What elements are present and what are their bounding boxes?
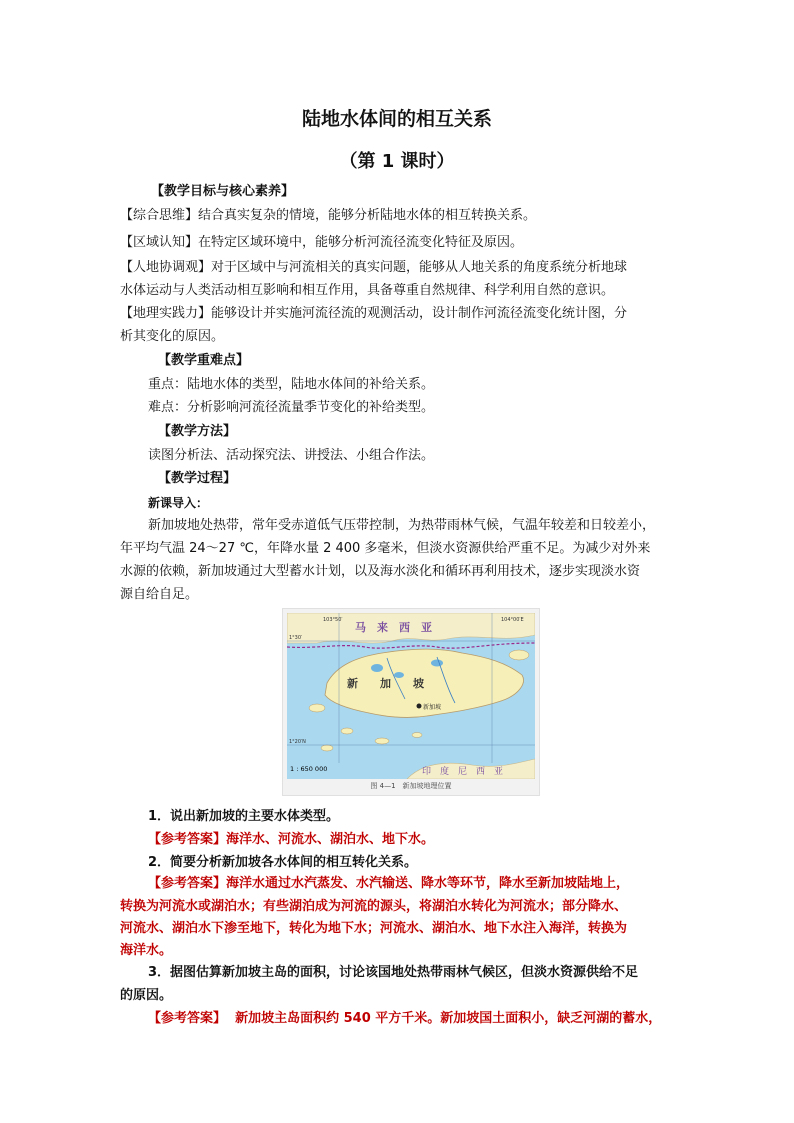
lat-label: 1°20′N	[289, 739, 306, 745]
answer-highlight: 新加坡主岛面积约 540 平方千米。	[235, 1011, 441, 1026]
label-city: 新加坡	[423, 704, 442, 711]
page-title: 陆地水体间的相互关系	[301, 108, 492, 130]
goal-item	[120, 257, 627, 279]
answer-2-line: 转换为河流水或湖泊水；有些湖泊成为河流的源头，将湖泊水转化为河流水；部分降水、	[120, 899, 628, 914]
answer-label: 【参考答案】	[148, 876, 227, 891]
goal-item	[120, 303, 627, 325]
goal-tag: 【地理实践力】	[120, 306, 212, 321]
goal-text: 在特定区域环境中，能够分析河流径流变化特征及原因。	[198, 235, 524, 250]
methods-text: 读图分析法、活动探究法、讲授法、小组合作法。	[148, 448, 435, 463]
page-subtitle: （第 1 课时）	[339, 151, 455, 172]
island	[375, 738, 389, 744]
question-1: 1．说出新加坡的主要水体类型。	[148, 809, 340, 824]
label-singapore: 新 加 坡	[347, 677, 424, 690]
map-caption: 图 4—1 新加坡地理位置	[370, 782, 452, 790]
map-scale: 1 : 650 000	[290, 765, 328, 773]
singapore-map-figure	[282, 608, 540, 796]
goal-continuation: 水体运动与人类活动相互影响和相互作用，具备尊重自然规律、科学利用自然的意识。	[120, 283, 615, 298]
focus-text: 重点：陆地水体的类型，陆地水体间的补给关系。	[148, 377, 435, 392]
goal-item	[120, 205, 536, 227]
goal-text: 结合真实复杂的情境，能够分析陆地水体的相互转换关系。	[198, 208, 537, 223]
answer-label: 【参考答案】	[148, 832, 227, 847]
answer-text: 新加坡国土面积小，缺乏河湖的蓄水，	[440, 1011, 662, 1026]
city-marker	[417, 704, 422, 709]
island	[309, 704, 325, 712]
goal-text: 对于区域中与河流相关的真实问题，能够从人地关系的角度系统分析地球	[211, 260, 628, 275]
answer-text: 海洋水、河流水、湖泊水、地下水。	[226, 832, 435, 847]
reservoir	[371, 664, 383, 672]
intro-paragraph-line: 源自给自足。	[120, 587, 199, 602]
answer-text: 海洋水通过水汽蒸发、水汽输送、降水等环节，降水至新加坡陆地上，	[226, 876, 630, 891]
intro-label: 新课导入：	[148, 496, 209, 510]
singapore-map	[287, 613, 535, 779]
island	[341, 728, 353, 734]
answer-2-line: 海洋水。	[120, 943, 173, 958]
lon-label: 104°00′E	[501, 617, 524, 623]
island	[412, 733, 422, 738]
keypoints-heading: 【教学重难点】	[158, 353, 250, 368]
goal-item	[120, 232, 523, 254]
goal-tag: 【综合思维】	[120, 208, 199, 223]
island	[321, 745, 333, 751]
answer-2-line	[148, 873, 629, 895]
question-2: 2．简要分析新加坡各水体间的相互转化关系。	[148, 855, 418, 870]
intro-paragraph-line: 新加坡地处热带，常年受赤道低气压带控制，为热带雨林气候，气温年较差和日较差小，	[148, 518, 656, 533]
intro-paragraph-line: 水源的依赖，新加坡通过大型蓄水计划，以及海水淡化和循环再利用技术，逐步实现淡水资	[120, 564, 641, 579]
goal-continuation: 析其变化的原因。	[120, 329, 225, 344]
lon-label: 103°50′	[323, 617, 343, 623]
label-malaysia: 马 来 西 亚	[355, 621, 432, 634]
question-3-line: 3．据图估算新加坡主岛的面积，讨论该国地处热带雨林气候区，但淡水资源供给不足	[148, 965, 639, 980]
answer-3	[148, 1008, 661, 1030]
reservoir	[431, 660, 443, 667]
goal-tag: 【区域认知】	[120, 235, 199, 250]
answer-label: 【参考答案】	[148, 1011, 227, 1026]
answer-2-line: 河流水、湖泊水下渗至地下，转化为地下水；河流水、湖泊水、地下水注入海洋，转换为	[120, 921, 628, 936]
process-heading: 【教学过程】	[158, 471, 237, 486]
lat-label: 1°30′	[289, 635, 303, 641]
methods-heading: 【教学方法】	[158, 424, 237, 439]
goals-heading: 【教学目标与核心素养】	[151, 184, 295, 199]
island	[509, 650, 529, 660]
label-indonesia: 印 度 尼 西 亚	[422, 767, 504, 777]
difficulty-text: 难点：分析影响河流径流量季节变化的补给类型。	[148, 400, 435, 415]
answer-1	[148, 829, 434, 851]
question-3-line: 的原因。	[120, 988, 173, 1003]
intro-paragraph-line: 年平均气温 24～27 ℃，年降水量 2 400 多毫米，但淡水资源供给严重不足。为减少对外来	[120, 541, 651, 556]
goal-text: 能够设计并实施河流径流的观测活动，设计制作河流径流变化统计图，分	[211, 306, 628, 321]
goal-tag: 【人地协调观】	[120, 260, 212, 275]
